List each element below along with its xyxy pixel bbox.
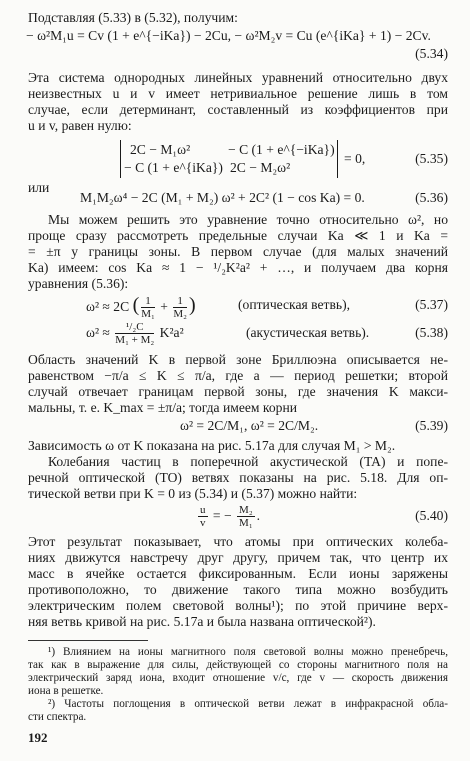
text-line: мальны, т. е. K_max = ±π/a; тогда имеем корни [28, 400, 297, 415]
numerator: M₂ [239, 504, 253, 517]
text-line: проще сразу рассмотреть предельные случаи Ka ≪ 1 и Ka = [28, 228, 448, 243]
text-line: Зависимость ω от K показана на рис. 5.17а для случая M₁ > M₂. [28, 438, 396, 453]
det-cell: 2C − M₂ω² [230, 160, 291, 175]
text-line: Эта система однородных линейных уравнений относительно двух [28, 70, 448, 85]
denominator: M₁ [141, 308, 155, 321]
text-line: случай отвечает границам первой зоны, где значения K макси- [28, 384, 448, 399]
numerator: ¹/₂C [115, 321, 154, 334]
footnote-line: сти спектра. [28, 711, 87, 723]
equation-5-37: ω² ≈ 2C ( $\frac{1}{\text{M₁}}$ + $\frac{1}{\text{M₂}}$ ) [86, 294, 196, 321]
text-line: равенством −π/a ≤ K ≤ π/a, где a — период решетки; второй [28, 368, 448, 383]
text-line: электрическим полем световой волны¹); по этой причине верх- [28, 598, 448, 613]
denominator: v [200, 517, 206, 530]
equation-number: (5.36) [415, 190, 448, 205]
equation-number: (5.37) [415, 297, 448, 312]
fraction [198, 504, 208, 529]
text-line: Ka) имеем: cos Ka ≈ 1 − ¹/₂K²a² + …, и получаем два корня [28, 260, 448, 275]
text-line: речной оптической (TO) ветвях показаны на рис. 5.18. Для оп- [28, 470, 448, 485]
text-line: Область значений K в первой зоне Бриллюэна описывается не- [28, 352, 448, 367]
equation-5-38 [86, 320, 184, 346]
eq-lhs: ω² ≈ 2C [86, 299, 130, 314]
text-line: ниях движутся навстречу друг другу, причем так, что центр их [28, 550, 448, 565]
eq-lhs: ω² ≈ [86, 325, 110, 340]
text-line: Этот результат показывает, что атомы при оптических колеба- [28, 534, 448, 549]
equation-number: (5.39) [415, 418, 448, 433]
denominator: M₁ + M₂ [115, 334, 155, 347]
det-cell: − C (1 + e^{−iKa}) [228, 142, 335, 157]
equation-5-34: − ω²M₁u = Cv (1 + e^{−iKa}) − 2Cu, − ω²M₂v = Cu (e^{iKa} + 1) − 2Cv. [26, 28, 431, 43]
footnote-line: электрический заряд иона, входит отношение v/c, где v — скорость движения [28, 672, 448, 684]
numerator: 1 [173, 295, 187, 308]
footnote-line: ²) Частоты поглощения в оптической ветви лежат в инфракрасной обла- [48, 698, 448, 710]
fraction [237, 504, 255, 529]
eq-rhs: K²a² [159, 325, 184, 340]
equation-5-39: ω² = 2C/M₁, ω² = 2C/M₂. [180, 418, 319, 433]
plus-sign: + [160, 299, 168, 314]
footnote-line: иона в решетке. [28, 685, 104, 697]
text-line: масс в ячейке остается фиксированным. Если ионы заряжены [28, 566, 448, 581]
footnote-line: ¹) Влиянием на ионы магнитного поля световой волны можно пренебречь, [48, 646, 448, 658]
det-equals: = 0, [344, 151, 366, 166]
text-line: случае, если детерминант, составленный из коэффициентов при [28, 102, 448, 117]
det-cell: − C (1 + e^{iKa}) [124, 160, 223, 175]
denominator: M₂ [173, 308, 187, 321]
equation-number: (5.34) [415, 46, 448, 61]
eq-mid: = − [212, 508, 232, 523]
equation-5-40 [196, 502, 260, 530]
determinant-bar-right [337, 140, 338, 178]
text-line: u и v, равен нулю: [28, 118, 132, 133]
text-line: неизвестных u и v имеет нетривиальное решение лишь в том [28, 86, 448, 101]
text-line: Подставляя (5.33) в (5.32), получим: [28, 10, 238, 25]
text-line: или [28, 180, 50, 195]
denominator: M₁ [239, 517, 253, 530]
fraction [115, 321, 154, 346]
text-line: = ±π у границы зоны. В первом случае (для малых значений [28, 244, 448, 259]
det-cell: 2C − M₁ω² [130, 142, 191, 157]
text-line: противоположно, то движение такого типа можно возбудить [28, 582, 448, 597]
equation-5-36: M₁M₂ω⁴ − 2C (M₁ + M₂) ω² + 2C² (1 − cos Ka) = 0. [80, 190, 365, 205]
text-line: уравнения (5.36): [28, 276, 129, 291]
fraction [141, 295, 155, 320]
footnote-line: так как в выражение для силы, действующей со стороны магнитного поля на [28, 659, 448, 671]
fraction [173, 295, 187, 320]
text-line: тической ветви при K = 0 из (5.34) и (5.37) можно найти: [28, 486, 358, 501]
eq-note: (акустическая ветвь). [246, 325, 370, 340]
page-number: 192 [28, 730, 48, 745]
numerator: 1 [141, 295, 155, 308]
text-line: няя ветвь кривой на рис. 5.17а и была названа оптической²). [28, 614, 376, 629]
numerator: u [200, 504, 206, 517]
equation-number: (5.35) [415, 151, 448, 166]
text-line: Мы можем решить это уравнение точно относительно ω², но [48, 212, 448, 227]
equation-number: (5.38) [415, 325, 448, 340]
eq-note: (оптическая ветвь), [238, 297, 350, 312]
text-line: Колебания частиц в поперечной акустической (TA) и попе- [48, 454, 448, 469]
determinant-bar-left [120, 140, 121, 178]
footnote-rule [28, 640, 148, 641]
eq-end: . [256, 508, 261, 523]
equation-number: (5.40) [415, 508, 448, 523]
